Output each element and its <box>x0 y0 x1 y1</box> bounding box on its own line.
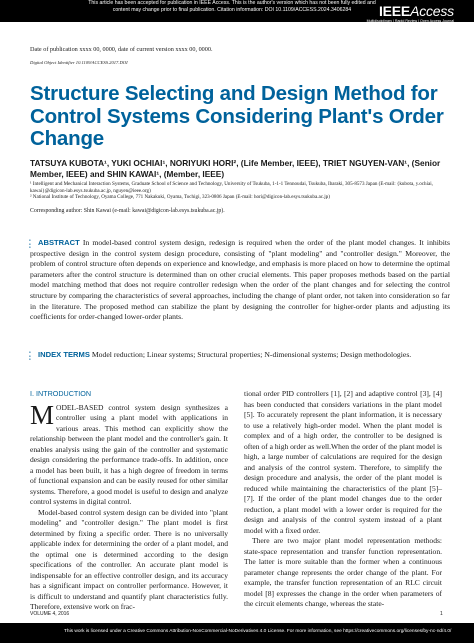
publication-notice <box>72 0 392 14</box>
doi-line: Digital Object Identifier 10.1109/ACCESS.2017.DOI <box>30 60 128 65</box>
intro-paragraph-3: tional order PID controllers [1], [2] and adaptive control [3], [4] has been conducted that considers variations in the plant model [5]. To accurately represent the plant information, it is necessary to use a relatively high-order model. When the plant model is complex and of a high order, the controller to be designed is often of a high order as well.When the order of the plant model is high, a large number of calculations are required for the design and analysis of the control system. Therefore, to simplify the design procedure and analysis, the order of the plant model is reduced while maintaining the characteristics of the plant [5]–[7]. If the order of the plant model changes due to the order reduction, a plant model with a lower order is required for the design and analysis of the control system instead of a plant model with a fixed order. <box>244 389 442 535</box>
first-words: ODEL-BASED <box>56 402 104 412</box>
paper-title: Structure Selecting and Design Method for Control Systems Considering Plant's Order Change <box>30 82 444 150</box>
intro-paragraph-1-text: control system design synthesizes a controller using a plant model with applications in various areas. This method can explicitly show the relationship between the plant model and the controller's gain. It enables analysis using the gain of the controller and systematic design considering the performance trade-offs. In addition, once a model has been built, it has a high degree of freedom in terms of functional expansion and can be easily reused for other similar systems. Therefore, a good model is useful to design and analyze control systems in digital control. <box>30 402 228 506</box>
left-column <box>30 389 228 613</box>
abstract-text: In model-based control system design, redesign is required when the order of the plant model changes. It inhibits prospective design in the control system design procedure, consisting of "plant modeling" and "controller design." Moreover, the problem of control structure often depends on experience and knowledge, and emphasis is more placed on how to determine the optimal parameters after the control structure is determined than on other crucial elements. This paper proposes methods based on the partial model matching method that does not require controller redesign when the order of the plant changes and for selecting the control structure by comparing the characteristics of several approaches, including the change of plant order, not taken into consideration so far in the literature. The proposed method can stabilize the plant by designing the controller for higher-order plants and adjusting its coefficients for order-changed lower-order plants. <box>30 238 450 322</box>
logo-access: Access <box>410 3 454 19</box>
affiliations <box>30 181 450 201</box>
index-terms-label: INDEX TERMS <box>38 350 90 359</box>
author-list: TATSUYA KUBOTA¹, YUKI OCHIAI¹, NORIYUKI HORI², (Life Member, IEEE), TRIET NGUYEN-VAN¹, (Senior Member, IEEE) and SHIN KAWAI¹, (Member, IEEE) <box>30 158 441 179</box>
corresponding-author: Corresponding author: Shin Kawai (e-mail: kawai@digicon-lab.esys.tsukuba.ac.jp). <box>30 208 225 214</box>
drop-cap: M <box>30 399 55 430</box>
affiliation-2: ² National Institute of Technology, Oyama College, 771 Nakakuki, Oyama, Tochigi, 323-0806 Japan (E-mail: hori@digicon-lab.esys.tsukuba.ac.jp) <box>30 194 330 201</box>
publication-dates: Date of publication xxxx 00, 0000, date of current version xxxx 00, 0000. <box>30 46 213 53</box>
volume-label: VOLUME 4, 2016 <box>30 611 70 617</box>
notice-line-2: content may change prior to final publication. Citation information: DOI 10.1109/ACCESS.2024.3406284 <box>112 7 352 13</box>
index-terms-text: Model reduction; Linear systems; Structural properties; N-dimensional systems; Design methodologies. <box>91 350 412 359</box>
ieee-access-logo <box>367 4 454 23</box>
intro-paragraph-1 <box>30 399 228 508</box>
abstract-side-marker: ● ● ● <box>29 238 31 249</box>
intro-paragraph-4: There are two major plant model representation methods: state-space representation and transfer function representation. The latter is more suitable than the former when a continuous parameter change represents the order change of the plant. For example, the transfer function representation of an RLC circuit model [8] expresses the change in the order when parameters of the circuit elements change, whereas the state- <box>244 536 442 608</box>
abstract-label: ABSTRACT <box>38 238 80 247</box>
index-terms <box>30 350 450 361</box>
index-side-marker: ● ● ● <box>29 350 31 361</box>
logo-ieee: IEEE <box>378 3 411 19</box>
affiliation-1: ¹ Intelligent and Mechanical Interaction Systems, Graduate School of Science and Technology, University of Tsukuba, 1-1-1 Tennoudai, Tsukuba, Ibaraki, 305-8573 Japan (E-mail: {kubota, y.ochiai, kawai}@digicon-lab.esys.tsukuba.ac.jp, nguyen@ieee.org) <box>30 181 433 194</box>
section-heading: I. INTRODUCTION <box>30 389 92 398</box>
notice-line-1: This article has been accepted for publication in IEEE Access. This is the author's version which has not been fully edited and <box>88 0 376 6</box>
intro-paragraph-2: Model-based control system design can be divided into "plant modeling" and "controller design." The plant model is first determined by fixing a specific order. There is no universally applicable index for determining the order of a plant model, and the optimal one is determined according to the design specifications of the controller. An accurate plant model is indispensable for an effective controller design, and its accuracy has a significant impact on controller performance. However, it is difficult to understand and quantify plant characteristics fully. Therefore, extensive work on frac- <box>30 507 228 611</box>
right-column <box>244 389 442 610</box>
page-number: 1 <box>440 611 443 617</box>
license-text[interactable]: This work is licensed under a Creative Commons Attribution-NonCommercial-NoDerivatives 4.0 License. For more information, see https://creativecommons.org/licenses/by-nc-nd/4.0/ <box>64 629 452 634</box>
logo-tagline: Multidisciplinary | Rapid Review | Open Access Journal <box>366 19 454 23</box>
abstract <box>30 238 450 323</box>
